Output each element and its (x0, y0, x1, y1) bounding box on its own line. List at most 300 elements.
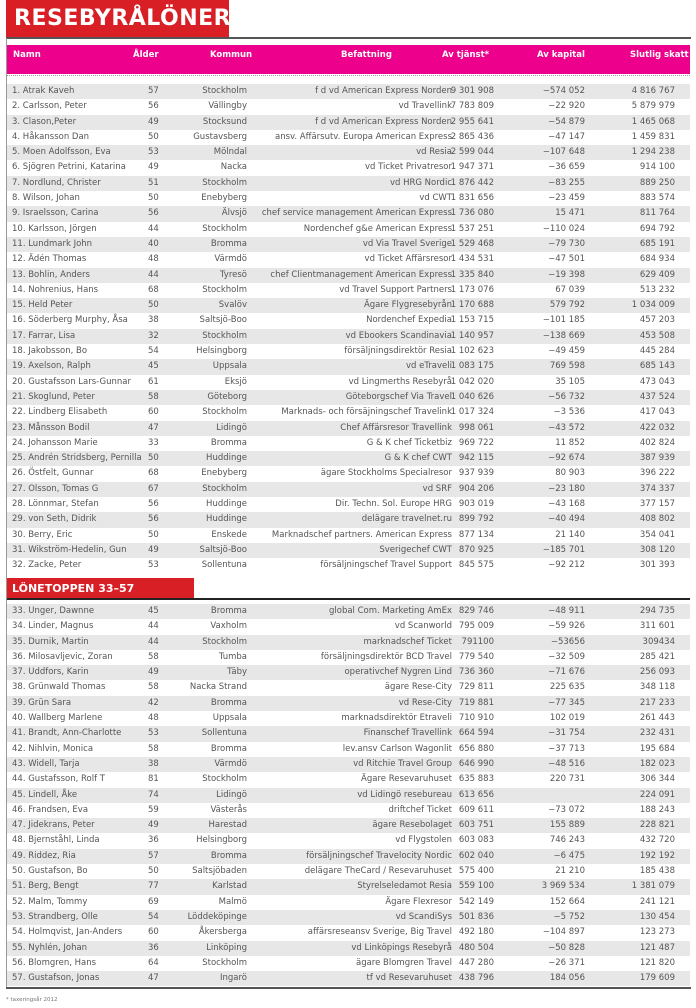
cell-age: 56 (148, 499, 159, 510)
cell-slutlig-skatt: 1 034 009 (631, 300, 675, 311)
cell-av-tjanst: 877 134 (458, 529, 494, 540)
cell-av-kapital: −5 752 (553, 911, 585, 922)
cell-age: 56 (148, 208, 159, 219)
cell-kommun: Huddinge (206, 453, 247, 464)
cell-av-tjanst: 438 796 (458, 973, 494, 984)
col-header-alder: Ålder (133, 50, 159, 60)
cell-slutlig-skatt: 123 273 (639, 927, 675, 938)
table-row (7, 436, 690, 451)
cell-age: 74 (148, 789, 159, 800)
cell-kommun: Stockholm (202, 330, 247, 341)
cell-age: 36 (148, 835, 159, 846)
cell-kommun: Stocksund (202, 116, 247, 127)
cell-kommun: Sollentuna (201, 728, 247, 739)
table-row (7, 711, 690, 726)
cell-befattning: f d vd American Express Norden (315, 86, 452, 96)
cell-av-kapital: −185 701 (542, 544, 585, 555)
cell-name: 20. Gustafsson Lars-Gunnar (12, 376, 131, 387)
cell-name: 47. Jidekrans, Peter (12, 820, 95, 831)
table-row (7, 895, 690, 910)
table-row (7, 512, 690, 527)
cell-name: 55. Nyhlén, Johan (12, 942, 88, 953)
cell-av-tjanst: 613 656 (458, 789, 494, 800)
cell-age: 64 (148, 957, 159, 968)
cell-kommun: Nacka Strand (189, 682, 247, 693)
cell-av-kapital: −54 879 (548, 116, 585, 127)
cell-av-tjanst: 7 783 809 (450, 101, 494, 112)
cell-slutlig-skatt: 377 157 (639, 499, 675, 510)
cell-av-tjanst: 447 280 (458, 957, 494, 968)
cell-kommun: Saltsjöbaden (192, 866, 247, 877)
table-row (7, 696, 690, 711)
cell-kommun: Värmdö (214, 254, 247, 265)
cell-befattning: tf vd Resevaruhuset (366, 973, 452, 984)
cell-av-kapital: −23 180 (548, 483, 585, 494)
cell-av-kapital: −47 147 (548, 131, 585, 142)
cell-name: 30. Berry, Eric (12, 529, 73, 540)
cell-slutlig-skatt: 130 454 (639, 911, 675, 922)
cell-age: 44 (148, 636, 159, 647)
cell-befattning: ägare Resebolaget (372, 820, 452, 831)
cell-slutlig-skatt: 387 939 (639, 453, 675, 464)
cell-av-kapital: −47 501 (548, 254, 585, 265)
cell-befattning: vd SRF (422, 483, 452, 494)
cell-kommun: Löddeköpinge (187, 911, 247, 922)
cell-age: 48 (148, 254, 159, 265)
cell-av-kapital: −48 516 (548, 758, 585, 769)
cell-kommun: Värmdö (214, 758, 247, 769)
cell-age: 47 (148, 422, 159, 433)
cell-kommun: Gustavsberg (193, 131, 247, 142)
cell-kommun: Huddinge (206, 514, 247, 525)
cell-name: 18. Jakobsson, Bo (12, 346, 88, 357)
cell-slutlig-skatt: 374 337 (639, 483, 675, 494)
cell-kommun: Stockholm (202, 86, 247, 96)
cell-av-kapital: 35 105 (555, 376, 585, 387)
cell-name: 26. Östfelt, Gunnar (12, 468, 94, 479)
cell-av-kapital: −574 052 (542, 86, 585, 96)
cell-befattning: vd Ticket Privatresor (364, 162, 452, 173)
cell-befattning: chef service management American Express (261, 208, 452, 219)
cell-slutlig-skatt: 685 191 (639, 238, 675, 249)
cell-av-kapital: −53656 (550, 636, 585, 647)
table-row (7, 558, 690, 573)
table-row (7, 818, 690, 833)
cell-kommun: Eksjö (224, 376, 247, 387)
cell-name: 43. Widell, Tarja (12, 758, 80, 769)
cell-slutlig-skatt: 432 720 (639, 835, 675, 846)
cell-befattning: driftchef Ticket (388, 804, 452, 815)
bottom-rule (6, 987, 691, 989)
cell-age: 50 (148, 529, 159, 540)
cell-av-kapital: −3 536 (553, 407, 585, 418)
header-dotted-divider (7, 75, 690, 76)
cell-name: 22. Lindberg Elisabeth (12, 407, 108, 418)
table-row (7, 99, 690, 114)
cell-age: 50 (148, 131, 159, 142)
cell-av-kapital: −43 168 (548, 499, 585, 510)
cell-av-tjanst: 998 061 (458, 422, 494, 433)
cell-av-tjanst: 829 746 (458, 606, 494, 616)
cell-befattning: Finanschef Travellink (363, 728, 452, 739)
cell-name: 12. Ädén Thomas (12, 254, 87, 265)
cell-av-tjanst: 2 955 641 (450, 116, 494, 127)
cell-slutlig-skatt: 883 574 (639, 193, 675, 204)
cell-kommun: Mölndal (213, 147, 247, 158)
cell-av-tjanst: 1 876 442 (450, 177, 494, 188)
cell-name: 45. Lindell, Åke (12, 789, 78, 800)
col-header-av-kapital: Av kapital (537, 50, 585, 60)
cell-befattning: Marknadschef partners. American Express (271, 529, 452, 540)
cell-name: 36. Milosavljevic, Zoran (12, 651, 113, 662)
cell-av-kapital: 15 471 (555, 208, 585, 219)
cell-av-tjanst: 559 100 (458, 881, 494, 892)
cell-av-kapital: 11 852 (555, 437, 585, 448)
page-title: RESEBYRÅLÖNER (6, 0, 229, 38)
cell-name: 5. Moen Adolfsson, Eva (12, 147, 111, 158)
cell-av-kapital: 220 731 (549, 774, 585, 785)
cell-av-tjanst: 664 594 (458, 728, 494, 739)
cell-age: 49 (148, 162, 159, 173)
cell-age: 50 (148, 193, 159, 204)
cell-av-tjanst: 1 173 076 (450, 284, 494, 295)
cell-av-kapital: −59 926 (548, 621, 585, 632)
cell-kommun: Bromma (210, 238, 247, 249)
table-row (7, 680, 690, 695)
cell-age: 53 (148, 147, 159, 158)
cell-slutlig-skatt: 1 465 068 (631, 116, 675, 127)
cell-av-tjanst: 795 009 (458, 621, 494, 632)
cell-av-tjanst: 635 883 (458, 774, 494, 785)
cell-age: 50 (148, 866, 159, 877)
cell-befattning: Sverigechef CWT (379, 544, 452, 555)
cell-age: 68 (148, 468, 159, 479)
table-row (7, 237, 690, 252)
table-row (7, 757, 690, 772)
cell-befattning: marknadsdirektör Etraveli (341, 713, 452, 724)
cell-kommun: Stockholm (202, 177, 247, 188)
cell-age: 58 (148, 682, 159, 693)
cell-slutlig-skatt: 1 381 079 (631, 881, 675, 892)
cell-av-kapital: −107 648 (542, 147, 585, 158)
table-row (7, 665, 690, 680)
cell-kommun: Saltsjö-Boo (199, 544, 247, 555)
cell-slutlig-skatt: 228 821 (639, 820, 675, 831)
cell-slutlig-skatt: 301 393 (639, 560, 675, 571)
cell-av-kapital: 102 019 (549, 713, 585, 724)
cell-slutlig-skatt: 457 203 (639, 315, 675, 326)
cell-slutlig-skatt: 309434 (642, 636, 675, 647)
cell-av-tjanst: 602 040 (458, 850, 494, 861)
col-header-namn: Namn (13, 50, 41, 60)
cell-kommun: Saltsjö-Boo (199, 315, 247, 326)
cell-befattning: vd Rese-City (398, 697, 452, 708)
cell-kommun: Bromma (210, 606, 247, 616)
cell-av-tjanst: 1 140 957 (450, 330, 494, 341)
cell-av-kapital: 155 889 (549, 820, 585, 831)
cell-slutlig-skatt: 513 232 (639, 284, 675, 295)
table-row (7, 313, 690, 328)
cell-slutlig-skatt: 256 093 (639, 667, 675, 678)
cell-kommun: Sollentuna (201, 560, 247, 571)
cell-name: 2. Carlsson, Peter (12, 101, 87, 112)
cell-slutlig-skatt: 121 487 (639, 942, 675, 953)
cell-slutlig-skatt: 354 041 (639, 529, 675, 540)
col-header-slutlig-skatt: Slutlig skatt (630, 50, 689, 60)
cell-age: 49 (148, 544, 159, 555)
cell-befattning: operativchef Nygren Lind (344, 667, 452, 678)
cell-slutlig-skatt: 179 609 (639, 973, 675, 984)
table-row (7, 528, 690, 543)
cell-av-tjanst: 575 400 (458, 866, 494, 877)
cell-age: 51 (148, 177, 159, 188)
cell-name: 31. Wikström-Hedelin, Gun (12, 544, 127, 555)
cell-slutlig-skatt: 261 443 (639, 713, 675, 724)
cell-age: 50 (148, 453, 159, 464)
table-row (7, 925, 690, 940)
cell-befattning: chef Clientmanagement American Express (270, 269, 452, 280)
cell-slutlig-skatt: 629 409 (639, 269, 675, 280)
cell-befattning: ägare Blomgren Travel (355, 957, 452, 968)
cell-name: 28. Lönnmar, Stefan (12, 499, 99, 510)
cell-av-kapital: −138 669 (542, 330, 585, 341)
cell-age: 32 (148, 330, 159, 341)
cell-befattning: Styrelseledamot Resia (357, 881, 452, 892)
cell-befattning: vd Scanworld (394, 621, 452, 632)
table-row (7, 482, 690, 497)
cell-age: 68 (148, 284, 159, 295)
cell-name: 57. Gustafson, Jonas (12, 973, 100, 984)
table-row (7, 803, 690, 818)
cell-befattning: vd HRG Nordic (389, 177, 452, 188)
cell-slutlig-skatt: 311 601 (639, 621, 675, 632)
cell-slutlig-skatt: 453 508 (639, 330, 675, 341)
cell-av-kapital: 152 664 (549, 896, 585, 907)
cell-slutlig-skatt: 195 684 (639, 743, 675, 754)
cell-name: 34. Linder, Magnus (12, 621, 94, 632)
cell-av-kapital: −92 212 (548, 560, 585, 571)
cell-av-kapital: −49 459 (548, 346, 585, 357)
cell-slutlig-skatt: 422 032 (639, 422, 675, 433)
cell-kommun: Enskede (211, 529, 247, 540)
cell-befattning: ägare Stockholms Specialresor (320, 468, 452, 479)
cell-age: 58 (148, 743, 159, 754)
cell-name: 17. Farrar, Lisa (12, 330, 76, 341)
cell-av-tjanst: 904 206 (458, 483, 494, 494)
cell-befattning: vd CWT (419, 193, 452, 204)
cell-slutlig-skatt: 1 294 238 (631, 147, 675, 158)
table-row (7, 359, 690, 374)
cell-av-tjanst: 492 180 (458, 927, 494, 938)
cell-kommun: Karlstad (212, 881, 247, 892)
cell-av-tjanst: 779 540 (458, 651, 494, 662)
cell-slutlig-skatt: 445 284 (639, 346, 675, 357)
cell-name: 53. Strandberg, Olle (12, 911, 98, 922)
cell-name: 7. Nordlund, Christer (12, 177, 101, 188)
cell-age: 47 (148, 973, 159, 984)
cell-av-kapital: −6 475 (553, 850, 585, 861)
cell-av-kapital: −73 072 (548, 804, 585, 815)
table-row (7, 956, 690, 971)
cell-av-kapital: 746 243 (549, 835, 585, 846)
cell-befattning: Dir. Techn. Sol. Europe HRG (335, 499, 452, 510)
cell-age: 50 (148, 300, 159, 311)
cell-kommun: Stockholm (202, 223, 247, 234)
cell-name: 32. Zacke, Peter (12, 560, 82, 571)
cell-name: 48. Bjernståhl, Linda (12, 835, 100, 846)
cell-age: 45 (148, 361, 159, 372)
cell-kommun: Linköping (206, 942, 247, 953)
cell-av-kapital: 225 635 (549, 682, 585, 693)
cell-name: 46. Frandsen, Eva (12, 804, 89, 815)
cell-av-kapital: −110 024 (542, 223, 585, 234)
cell-av-tjanst: 1 434 531 (450, 254, 494, 265)
cell-age: 49 (148, 116, 159, 127)
table-row (7, 344, 690, 359)
cell-age: 61 (148, 376, 159, 387)
cell-kommun: Bromma (210, 437, 247, 448)
cell-av-kapital: −23 459 (548, 193, 585, 204)
cell-slutlig-skatt: 914 100 (639, 162, 675, 173)
cell-name: 29. von Seth, Didrik (12, 514, 97, 525)
cell-slutlig-skatt: 241 121 (639, 896, 675, 907)
cell-slutlig-skatt: 224 091 (639, 789, 675, 800)
cell-name: 44. Gustafsson, Rolf T (12, 774, 105, 785)
cell-befattning: marknadschef Ticket (363, 636, 452, 647)
cell-age: 48 (148, 713, 159, 724)
cell-age: 45 (148, 606, 159, 616)
cell-kommun: Stockholm (202, 407, 247, 418)
table-row (7, 849, 690, 864)
cell-slutlig-skatt: 408 802 (639, 514, 675, 525)
cell-av-tjanst: 1 537 251 (450, 223, 494, 234)
cell-name: 10. Karlsson, Jörgen (12, 223, 97, 234)
cell-name: 35. Durnik, Martin (12, 636, 89, 647)
cell-age: 54 (148, 911, 159, 922)
cell-slutlig-skatt: 188 243 (639, 804, 675, 815)
cell-age: 38 (148, 315, 159, 326)
cell-name: 23. Månsson Bodil (12, 422, 90, 433)
cell-av-kapital: −104 897 (542, 927, 585, 938)
cell-av-tjanst: 791100 (461, 636, 494, 647)
cell-av-tjanst: 1 153 715 (450, 315, 494, 326)
table-row (7, 466, 690, 481)
cell-age: 44 (148, 269, 159, 280)
cell-av-tjanst: 646 990 (458, 758, 494, 769)
cell-av-tjanst: 603 751 (458, 820, 494, 831)
cell-av-tjanst: 1 042 020 (450, 376, 494, 387)
cell-name: 38. Grünwald Thomas (12, 682, 106, 693)
cell-kommun: Enebyberg (201, 468, 247, 479)
cell-slutlig-skatt: 348 118 (639, 682, 675, 693)
col-header-kommun: Kommun (210, 50, 253, 60)
cell-av-tjanst: 1 102 623 (450, 346, 494, 357)
table-row (7, 742, 690, 757)
cell-befattning: vd Lingmerths Resebyrå (348, 376, 452, 387)
table-row (7, 375, 690, 390)
cell-slutlig-skatt: 473 043 (639, 376, 675, 387)
cell-befattning: försäljningsdirektör BCD Travel (320, 651, 452, 662)
table-row (7, 833, 690, 848)
table-row (7, 941, 690, 956)
cell-age: 53 (148, 728, 159, 739)
table-row (7, 191, 690, 206)
cell-av-tjanst: 1 736 080 (450, 208, 494, 219)
cell-kommun: Stockholm (202, 483, 247, 494)
cell-befattning: försäljningschef Travelocity Nordic (306, 850, 452, 861)
cell-befattning: ansv. Affärsutv. Europa American Express (274, 131, 452, 142)
table-row (7, 879, 690, 894)
cell-av-kapital: −92 674 (548, 453, 585, 464)
cell-name: 40. Wallberg Marlene (12, 713, 103, 724)
cell-kommun: Bromma (210, 850, 247, 861)
cell-name: 39. Grün Sara (12, 697, 72, 708)
cell-slutlig-skatt: 4 816 767 (631, 86, 675, 96)
cell-befattning: Ägare Flexresor (385, 896, 452, 907)
cell-av-tjanst: 969 722 (458, 437, 494, 448)
cell-befattning: Chef Affärsresor Travellink (340, 422, 452, 433)
cell-kommun: Nacka (220, 162, 247, 173)
cell-av-tjanst: 870 925 (458, 544, 494, 555)
cell-av-tjanst: 480 504 (458, 942, 494, 953)
table-row (7, 451, 690, 466)
cell-befattning: vd Ebookers Scandinavia (345, 330, 452, 341)
cell-slutlig-skatt: 889 250 (639, 177, 675, 188)
cell-name: 9. Israelsson, Carina (12, 208, 99, 219)
cell-kommun: Stockholm (202, 284, 247, 295)
cell-av-tjanst: 1 040 626 (450, 391, 494, 402)
cell-av-kapital: −19 398 (548, 269, 585, 280)
cell-slutlig-skatt: 182 023 (639, 758, 675, 769)
cell-befattning: global Com. Marketing AmEx (328, 606, 452, 616)
cell-slutlig-skatt: 192 192 (639, 850, 675, 861)
table-row (7, 726, 690, 741)
cell-befattning: vd Travel Support Partners (339, 284, 452, 295)
cell-kommun: Lidingö (216, 789, 247, 800)
cell-av-kapital: −40 494 (548, 514, 585, 525)
table-row (7, 650, 690, 665)
cell-kommun: Göteborg (207, 391, 247, 402)
cell-name: 19. Axelson, Ralph (12, 361, 91, 372)
cell-av-tjanst: 903 019 (458, 499, 494, 510)
col-header-av-tjanst: Av tjänst* (442, 50, 490, 60)
table-row (7, 772, 690, 787)
cell-name: 1. Atrak Kaveh (12, 86, 75, 96)
cell-av-kapital: −36 659 (548, 162, 585, 173)
cell-age: 56 (148, 101, 159, 112)
cell-av-kapital: −79 730 (548, 238, 585, 249)
cell-name: 37. Uddfors, Karin (12, 667, 89, 678)
cell-age: 60 (148, 407, 159, 418)
cell-age: 59 (148, 804, 159, 815)
cell-befattning: vd eTraveli (406, 361, 452, 372)
cell-kommun: Ingarö (219, 973, 247, 984)
cell-name: 49. Riddez, Ria (12, 850, 76, 861)
cell-kommun: Västerås (210, 804, 247, 815)
cell-kommun: Helsingborg (196, 346, 247, 357)
cell-age: 40 (148, 238, 159, 249)
cell-name: 8. Wilson, Johan (12, 193, 80, 204)
table-row (7, 222, 690, 237)
cell-av-kapital: 3 969 534 (541, 881, 585, 892)
cell-av-kapital: 579 792 (549, 300, 585, 311)
cell-slutlig-skatt: 417 043 (639, 407, 675, 418)
cell-kommun: Åkersberga (198, 927, 247, 938)
cell-age: 49 (148, 667, 159, 678)
cell-befattning: Ägare Flygresebyrån (363, 300, 452, 311)
cell-av-tjanst: 845 575 (458, 560, 494, 571)
cell-av-kapital: −77 345 (548, 697, 585, 708)
